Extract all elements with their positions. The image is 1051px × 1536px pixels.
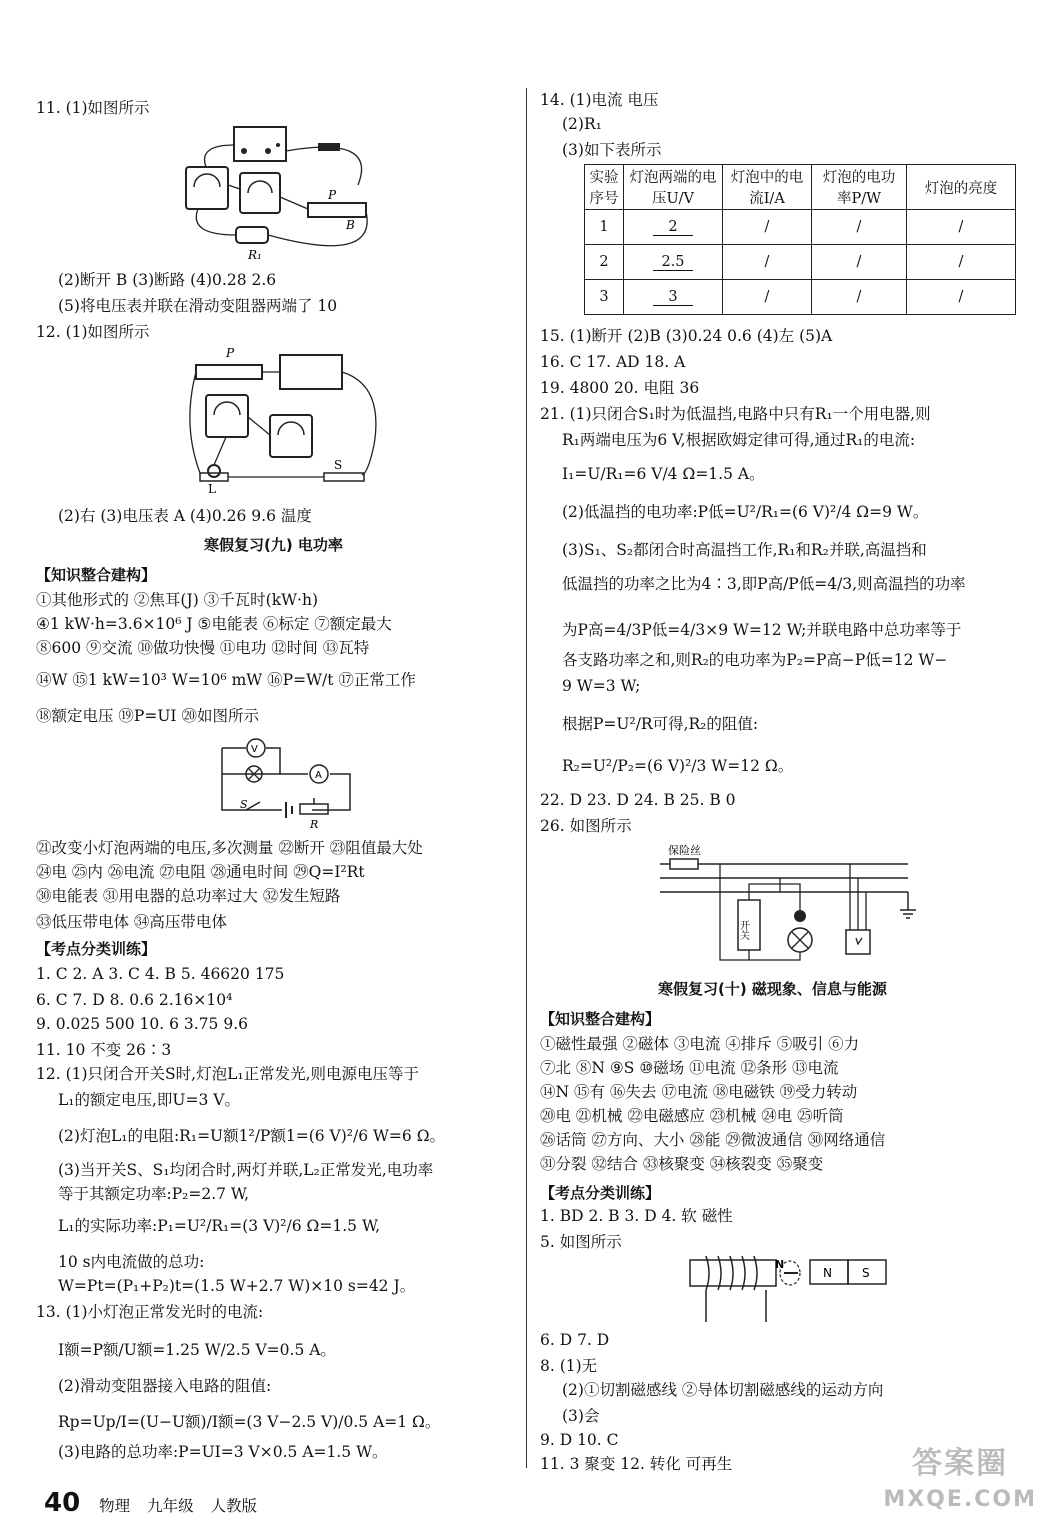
ans2-line: (2)①切割磁感线 ②导体切割磁感线的运动方向 — [562, 1381, 884, 1399]
watermark — [883, 1446, 1037, 1518]
k-line: ④1 kW·h=3.6×10⁶ J ⑤电能表 ⑥标定 ⑦额定最大 — [36, 615, 392, 633]
q12-line1: 12. (1)如图所示 — [36, 323, 150, 341]
ans-line: 6. C 7. D 8. 0.6 2.16×10⁴ — [36, 991, 233, 1009]
section-training-1: 【考点分类训练】 — [36, 940, 157, 958]
ans-line: (3)当开关S、S₁均闭合时,两灯并联,L₂正常发光,电功率 — [58, 1161, 434, 1179]
ans-line: 13. (1)小灯泡正常发光时的电流: — [36, 1303, 264, 1321]
page-number: 40 — [44, 1488, 81, 1518]
table-cell: / — [723, 210, 812, 245]
k-line: ㉝低压带电体 ㉞高压带电体 — [36, 913, 227, 931]
section-knowledge-2: 【知识整合建构】 — [540, 1010, 661, 1028]
q12-circuit-diagram — [186, 345, 386, 495]
q11-line2: (2)断开 B (3)断路 (4)0.28 2.6 — [58, 271, 277, 289]
ans-line: L₁的实际功率:P₁=U²/R₁=(3 V)²/6 Ω=1.5 W, — [58, 1217, 381, 1235]
ans-line: 9. 0.025 500 10. 6 3.75 9.6 — [36, 1015, 248, 1033]
ans2-line: 5. 如图所示 — [540, 1233, 622, 1251]
label-p2: P — [226, 346, 235, 360]
table-cell: 2 — [585, 245, 624, 280]
ans2-line: (3)会 — [562, 1407, 600, 1425]
label-b: B — [346, 218, 355, 232]
q12-line2: (2)右 (3)电压表 A (4)0.26 9.6 温度 — [58, 507, 312, 525]
table-header: 灯泡的亮度 — [907, 165, 1016, 210]
label-switch: 开关 — [737, 920, 749, 940]
ans2-line: 6. D 7. D — [540, 1331, 610, 1349]
ans-line: (3)电路的总功率:P=UI=3 V×0.5 A=1.5 W。 — [58, 1443, 388, 1461]
page-footer — [44, 1488, 257, 1518]
r-line: 9 W=3 W; — [562, 677, 641, 695]
ans-line: 11. 10 不变 26∶3 — [36, 1041, 172, 1059]
table-row — [585, 245, 1016, 280]
section-knowledge-1: 【知识整合建构】 — [36, 566, 157, 584]
label-s-switch: S — [240, 798, 248, 811]
r-line: 22. D 23. D 24. B 25. B 0 — [540, 791, 736, 809]
q14-line: (3)如下表所示 — [562, 141, 662, 159]
r-line: 21. (1)只闭合S₁时为低温挡,电路中只有R₁一个用电器,则 — [540, 405, 931, 423]
table-cell: / — [907, 280, 1016, 315]
ans-line: I额=P额/U额=1.25 W/2.5 V=0.5 A。 — [58, 1341, 336, 1359]
label-r: R — [310, 818, 319, 831]
watermark-url: MXQE.COM — [883, 1487, 1037, 1512]
r-line: 26. 如图所示 — [540, 817, 632, 835]
electromagnet-diagram — [686, 1256, 896, 1330]
watermark-cn: 答案圈 — [912, 1446, 1009, 1481]
k-line: ①其他形式的 ②焦耳(J) ③千瓦时(kW·h) — [36, 591, 318, 609]
k2-line: ⑳电 ㉑机械 ㉒电磁感应 ㉓机械 ㉔电 ㉕听筒 — [540, 1107, 844, 1125]
ans2-line: 11. 3 聚变 12. 转化 可再生 — [540, 1455, 733, 1473]
household-circuit-diagram — [660, 840, 920, 970]
label-r1: R₁ — [248, 248, 262, 262]
r-line: (2)低温挡的电功率:P低=U²/R₁=(6 V)²/4 Ω=9 W。 — [562, 503, 929, 521]
k-line: ⑭W ⑮1 kW=10³ W=10⁶ mW ⑯P=W/t ⑰正常工作 — [36, 671, 416, 689]
r-line: 为P高=4/3P低=4/3×9 W=12 W;并联电路中总功率等于 — [562, 621, 962, 639]
table-header: 灯泡中的电流I/A — [723, 165, 812, 210]
ans2-line: 9. D 10. C — [540, 1431, 619, 1449]
ans-line: 1. C 2. A 3. C 4. B 5. 46620 175 — [36, 965, 285, 983]
label-p: P — [328, 188, 337, 202]
ans2-line: 8. (1)无 — [540, 1357, 598, 1375]
section-title-10: 寒假复习(十) 磁现象、信息与能源 — [658, 980, 887, 998]
table-cell: / — [812, 280, 907, 315]
table-cell: / — [723, 245, 812, 280]
q11-line3: (5)将电压表并联在滑动变阻器两端了 10 — [58, 297, 338, 315]
section-training-2: 【考点分类训练】 — [540, 1184, 661, 1202]
label-n1: N — [775, 1258, 785, 1271]
r-line: R₂=U²/P₂=(6 V)²/3 W=12 Ω。 — [562, 757, 794, 775]
k-line: ㉚电能表 ㉛用电器的总功率过大 ㉜发生短路 — [36, 887, 341, 905]
r-line: 各支路功率之和,则R₂的电功率为P₂=P高−P低=12 W− — [562, 651, 948, 669]
label-a: A — [315, 770, 322, 781]
k-line: ㉑改变小灯泡两端的电压,多次测量 ㉒断开 ㉓阻值最大处 — [36, 839, 423, 857]
label-n2: N — [823, 1266, 832, 1280]
k2-line: ①磁性最强 ②磁体 ③电流 ④排斥 ⑤吸引 ⑥力 — [540, 1035, 860, 1053]
table-row — [585, 280, 1016, 315]
r-line: 16. C 17. AD 18. A — [540, 353, 686, 371]
q11-circuit-diagram — [178, 125, 378, 265]
footer-subject: 物理 — [99, 1497, 131, 1515]
k-line: ㉔电 ㉕内 ㉖电流 ㉗电阻 ㉘通电时间 ㉙Q=I²Rt — [36, 863, 365, 881]
ans-line: (2)灯泡L₁的电阻:R₁=U额1²/P额1=(6 V)²/6 W=6 Ω。 — [58, 1127, 446, 1145]
data-table — [584, 164, 1016, 315]
k-line: ⑧600 ⑨交流 ⑩做功快慢 ⑪电功 ⑫时间 ⑬瓦特 — [36, 639, 370, 657]
r-line: I₁=U/R₁=6 V/4 Ω=1.5 A。 — [562, 465, 765, 483]
k2-line: ㉖话筒 ㉗方向、大小 ㉘能 ㉙微波通信 ㉚网络通信 — [540, 1131, 886, 1149]
footer-edition: 人教版 — [210, 1497, 258, 1515]
q14-line: 14. (1)电流 电压 — [540, 91, 659, 109]
r-line: 19. 4800 20. 电阻 36 — [540, 379, 700, 397]
ans-line: 10 s内电流做的总功: — [58, 1253, 205, 1271]
table-cell: 3 — [624, 280, 723, 315]
label-v: V — [251, 744, 258, 755]
ans-line: 等于其额定功率:P₂=2.7 W, — [58, 1185, 250, 1203]
table-cell: 2 — [624, 210, 723, 245]
label-s: S — [334, 458, 343, 472]
ans-line: 12. (1)只闭合开关S时,灯泡L₁正常发光,则电源电压等于 — [36, 1065, 420, 1083]
table-cell: / — [907, 245, 1016, 280]
table-cell: / — [723, 280, 812, 315]
table-row — [585, 210, 1016, 245]
r-line: (3)S₁、S₂都闭合时高温挡工作,R₁和R₂并联,高温挡和 — [562, 541, 927, 559]
r-line: 根据P=U²/R可得,R₂的阻值: — [562, 715, 759, 733]
label-l: L — [208, 482, 216, 495]
table-cell: 3 — [585, 280, 624, 315]
table-cell: / — [907, 210, 1016, 245]
ans-line: (2)滑动变阻器接入电路的阻值: — [58, 1377, 272, 1395]
label-fuse: 保险丝 — [668, 844, 701, 857]
r-line: 15. (1)断开 (2)B (3)0.24 0.6 (4)左 (5)A — [540, 327, 833, 345]
footer-grade: 九年级 — [147, 1497, 194, 1515]
section-title-9: 寒假复习(九) 电功率 — [204, 536, 343, 554]
table-cell: / — [812, 210, 907, 245]
label-s2: S — [862, 1266, 870, 1280]
table-cell: / — [812, 245, 907, 280]
k-line: ⑱额定电压 ⑲P=UI ⑳如图所示 — [36, 707, 259, 725]
r-line: R₁两端电压为6 V,根据欧姆定律可得,通过R₁的电流: — [562, 431, 916, 449]
table-cell: 2.5 — [624, 245, 723, 280]
ans-line: Rp=Up/I=(U−U额)/I额=(3 V−2.5 V)/0.5 A=1 Ω。 — [58, 1413, 441, 1431]
column-divider — [526, 88, 527, 1468]
r-line: 低温挡的功率之比为4∶3,即P高/P低=4/3,则高温挡的功率 — [562, 575, 966, 593]
table-header: 实验序号 — [585, 165, 624, 210]
q11-line1: 11. (1)如图所示 — [36, 99, 150, 117]
table-header: 灯泡的电功率P/W — [812, 165, 907, 210]
table-cell: 1 — [585, 210, 624, 245]
k2-line: ⑦北 ⑧N ⑨S ⑩磁场 ⑪电流 ⑫条形 ⑬电流 — [540, 1059, 839, 1077]
k2-line: ⑭N ⑮有 ⑯失去 ⑰电流 ⑱电磁铁 ⑲受力转动 — [540, 1083, 858, 1101]
ans-line: L₁的额定电压,即U=3 V。 — [58, 1091, 240, 1109]
ans2-line: 1. BD 2. B 3. D 4. 软 磁性 — [540, 1207, 733, 1225]
table-header: 灯泡两端的电压U/V — [624, 165, 723, 210]
ans-line: W=Pt=(P₁+P₂)t=(1.5 W+2.7 W)×10 s=42 J。 — [58, 1277, 416, 1295]
k2-line: ㉛分裂 ㉜结合 ㉝核聚变 ㉞核裂变 ㉟聚变 — [540, 1155, 824, 1173]
q14-line: (2)R₁ — [562, 115, 602, 133]
knowledge-circuit-diagram — [216, 728, 356, 832]
